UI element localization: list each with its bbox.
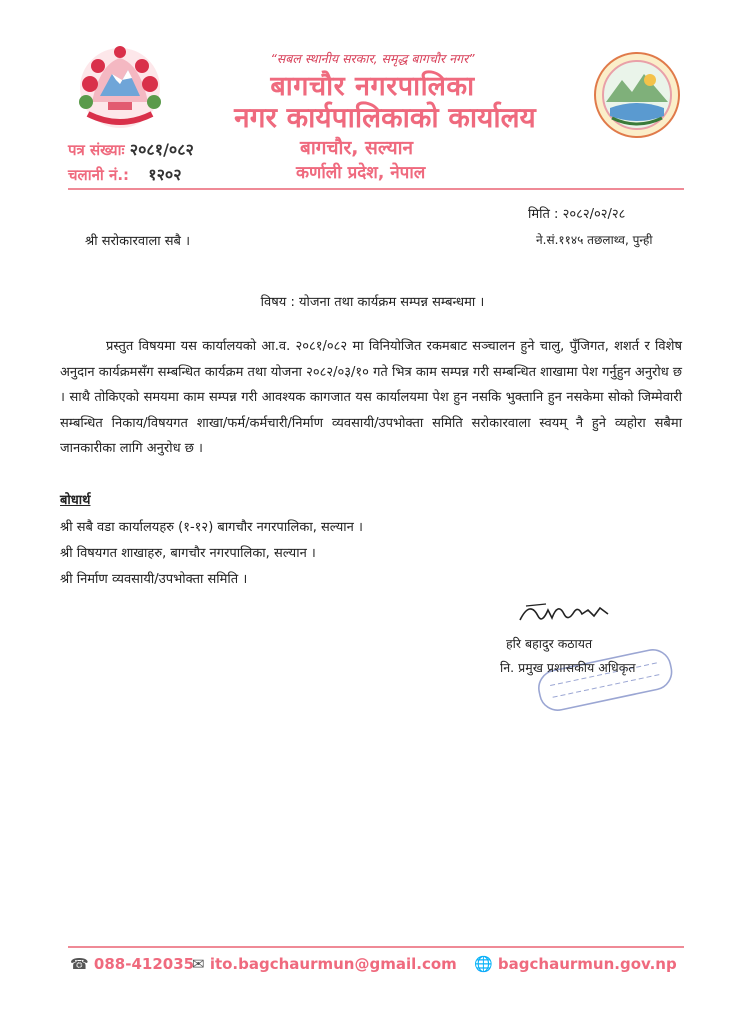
phone-number: 088-412035: [93, 955, 195, 973]
cc-item: श्री सबै वडा कार्यालयहरु (१-१२) बागचौर नगरपालिका, सल्यान ।: [60, 520, 363, 535]
ref-number: [68, 138, 194, 160]
cc-item: श्री निर्माण व्यवसायी/उपभोक्ता समिति ।: [60, 572, 248, 587]
municipality-name: बागचौर नगरपालिका: [270, 71, 475, 102]
footer-email: [192, 955, 457, 973]
office-stamp: [530, 646, 680, 712]
dispatch-value: १२०२: [148, 165, 182, 184]
signature: [512, 596, 622, 630]
footer-divider: [68, 946, 684, 948]
cc-item: श्री विषयगत शाखाहरु, बागचौर नगरपालिका, सल्यान ।: [60, 546, 316, 561]
address-line-1: बागचौर, सल्यान: [300, 137, 414, 159]
website-url: bagchaurmun.gov.np: [497, 955, 677, 973]
slogan: “सबल स्थानीय सरकार, समृद्ध बागचौर नगर”: [270, 51, 475, 66]
letter-date: मिति : २०८२/०२/२८: [528, 207, 626, 222]
footer-website: [474, 955, 677, 973]
nepal-samvat-date: ने.सं.११४५ तछलाथ्व, पुन्ही: [536, 233, 653, 247]
dispatch-label: चलानी नं.:: [68, 166, 130, 184]
globe-icon: 🌐: [474, 955, 493, 973]
dispatch-number: [68, 163, 182, 185]
ref-value: २०८१/०८२: [129, 140, 194, 159]
office-name: नगर कार्यपालिकाको कार्यालय: [234, 101, 536, 134]
email-icon: ✉: [192, 955, 205, 973]
email-address: ito.bagchaurmun@gmail.com: [209, 955, 457, 973]
footer-phone: [70, 955, 194, 973]
letter-body: प्रस्तुत विषयमा यस कार्यालयको आ.व. २०८१/०८२ मा विनियोजित रकमबाट सञ्चालन हुने चालु, पुँजिगत, शशर्त र विशेष अनुदान कार्यक्रमसँग सम्बन्धित कार्यक्रम तथा योजना २०८२/०३/१० गते भित्र काम सम्पन्न गरी सम्बन्धित शाखामा पेश गर्नुहुन अनुरोध छ । साथै तोकिएको समयमा काम सम्पन्न गरी आवश्यक कागजात यस कार्यालयमा पेश हुन नसकि भुक्तानि हुन नसकेमा सोको जिम्मेवारी सम्बन्धित निकाय/विषयगत शाखा/फर्म/कर्मचारी/निर्माण व्यवसायी/उपभोक्ता समिति सरोकारवाला स्वयम् नै हुने व्यहोरा सबैमा जानकारीका लागि अनुरोध छ ।: [60, 339, 682, 456]
header-divider: [68, 188, 684, 190]
bodhartha-heading: बोधार्थ: [60, 493, 91, 508]
recipient: श्री सरोकारवाला सबै ।: [85, 234, 191, 249]
phone-icon: ☎: [70, 955, 89, 973]
ref-label: पत्र संख्याः: [68, 141, 125, 159]
signatory-title: नि. प्रमुख प्रशासकीय अधिकृत: [500, 660, 636, 675]
subject-line: विषय : योजना तथा कार्यक्रम सम्पन्न सम्बन्धमा ।: [260, 295, 485, 310]
signatory-name: हरि बहादुर कठायत: [506, 636, 593, 651]
address-line-2: कर्णाली प्रदेश, नेपाल: [296, 163, 426, 183]
